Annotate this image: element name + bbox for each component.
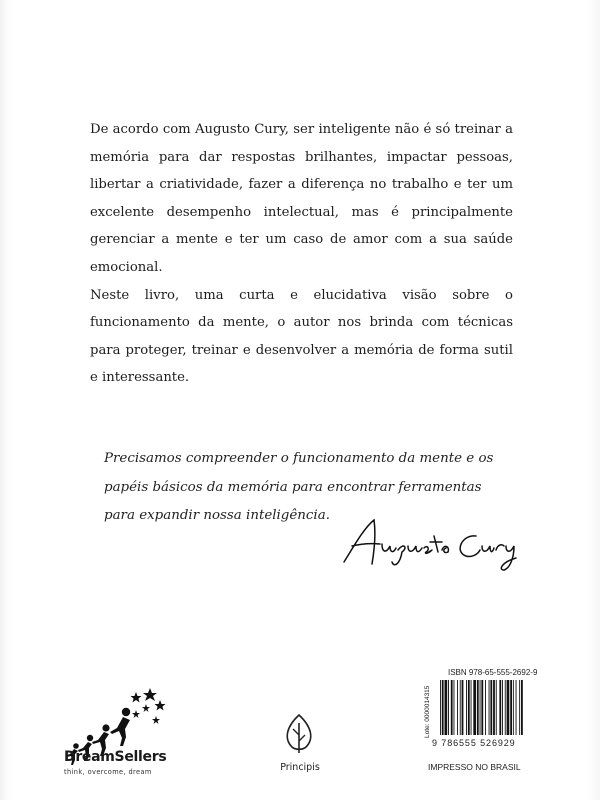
principis-name: Principis	[280, 762, 320, 773]
barcode-digits: 9 786555 526929	[432, 738, 516, 748]
dreamsellers-tagline: think, overcome, dream	[64, 768, 152, 776]
barcode-bars	[440, 680, 544, 735]
dreamsellers-name: DreamSellers	[64, 749, 167, 765]
synopsis-paragraph-1: De acordo com Augusto Cury, ser inteligente não é só treinar a memória para dar respostas brilhantes, impactar pessoas, libertar a criatividade, fazer a diferença no trabalho e ter um excelente desempenho intelectual, mas é principalmente gerenciar a mente e ter um caso de amor com a sua saúde emocional.	[90, 122, 513, 275]
author-quote: Precisamos compreender o funcionamento da mente e os papéis básicos da memória para encontrar ferramentas para expandir nossa inteligência.	[104, 451, 494, 523]
principis-leaf-logo	[282, 713, 316, 755]
synopsis-paragraph-2: Neste livro, uma curta e elucidativa visão sobre o funcionamento da mente, o autor nos brinda com técnicas para proteger, treinar e desenvolver a memória de forma sutil e interessante.	[90, 287, 513, 386]
lote-text: Lote: 0000014315	[424, 685, 431, 738]
author-signature	[330, 506, 530, 574]
isbn-text: ISBN 978-65-555-2692-9	[448, 668, 538, 677]
printed-in-text: IMPRESSO NO BRASIL	[428, 762, 521, 772]
synopsis	[90, 116, 513, 392]
